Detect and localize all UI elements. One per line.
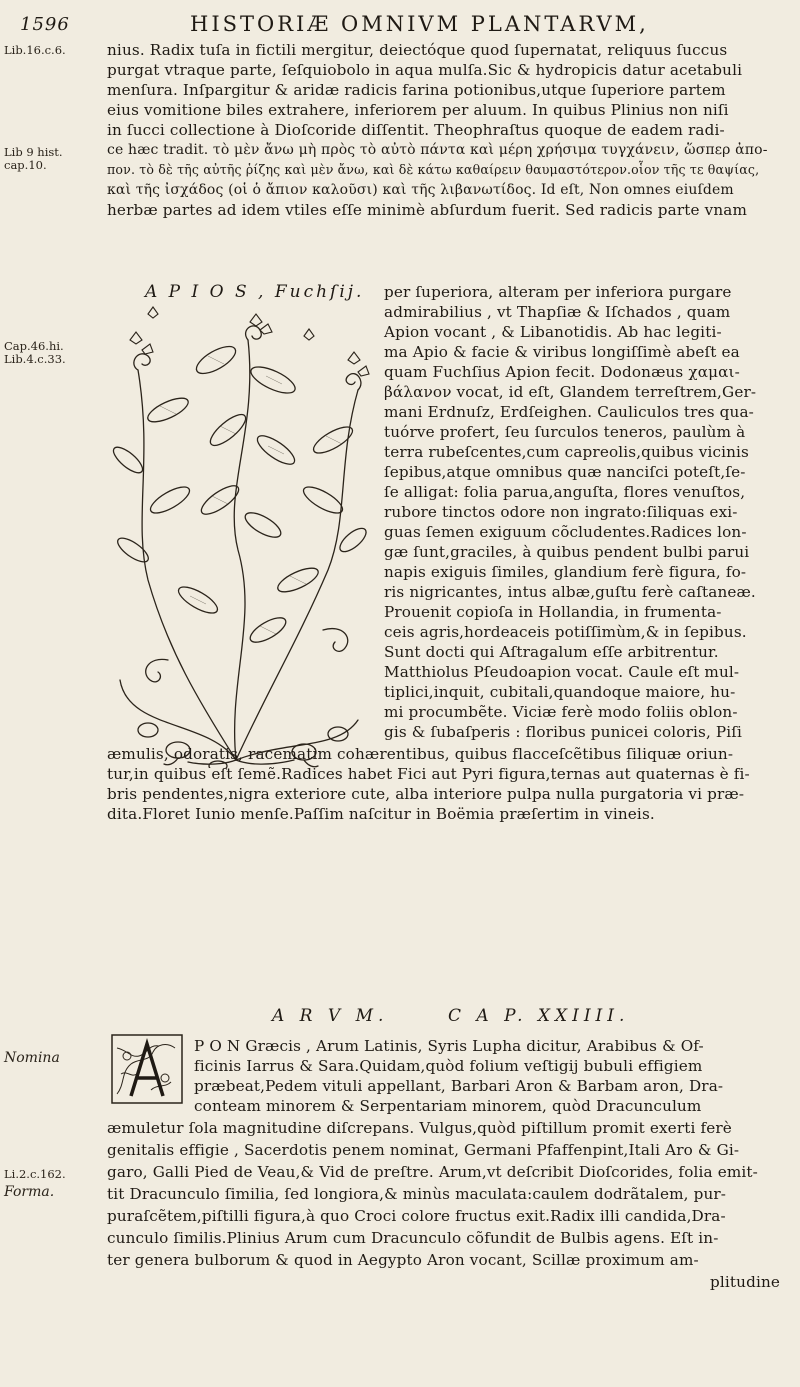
text-line: plitudine	[710, 1273, 781, 1291]
text-line: P O N Græcis , Arum Latinis, Syris Lupha dicitur, Arabibus & Of-	[194, 1037, 704, 1055]
margin-note: Forma.	[4, 1184, 55, 1200]
text-line: guas ſemen exiguum cõcludentes.Radices lon-	[384, 523, 747, 541]
text-line: per ſuperiora, alteram per inferiora purgare	[384, 283, 732, 301]
text-line: nius. Radix tuſa in fictili mergitur, deiectóque quod ſupernatat, reliquus ſuccus	[107, 41, 728, 59]
text-line: βάλανον vocat, id eſt, Glandem terreſtrem,Ger-	[384, 383, 757, 401]
text-line: Apion vocant , & Libanotidis. Ab hac legiti-	[384, 323, 722, 341]
text-line: ſe alligat: folia parua,anguſta, flores venuſtos,	[384, 483, 746, 501]
chapter-number: C A P. XXIIII.	[448, 1006, 630, 1026]
text-line: mi procumbẽte. Viciæ ferè modo foliis oblon-	[384, 703, 738, 721]
text-line: genitalis effigie , Sacerdotis penem nominat, Germani Pfaffenpint,Itali Aro & Gi-	[107, 1141, 740, 1159]
text-line: ter genera bulborum & quod in Aegypto Aron vocant, Scillæ proximum am-	[107, 1251, 699, 1269]
text-line: Sunt docti qui Aſtragalum eſſe arbitrentur.	[384, 643, 719, 661]
text-line: menſura. Inſpargitur & aridæ radicis farina potionibus,utque ſuperiore partem	[107, 81, 726, 99]
text-line: gæ ſunt,graciles, à quibus pendent bulbi parui	[384, 543, 750, 561]
text-line: Prouenit copioſa in Hollandia, in frumenta-	[384, 603, 722, 621]
text-line: tit Dracunculo ſimilia, ſed longiora,& minùs maculata:caulem dodrãtalem, pur-	[107, 1185, 727, 1203]
text-line: purgat vtraque parte, ſeſquiobolo in aqua mulſa.Sic & hydropicis datur acetabuli	[107, 61, 743, 79]
section-title: A R V M.	[272, 1006, 389, 1026]
figure-caption: A P I O S , Fuchſij.	[145, 282, 365, 302]
text-line: ceis agris,hordeaceis potiſſimùm,& in ſepibus.	[384, 623, 747, 641]
text-line: conteam minorem & Serpentariam minorem, quòd Dracunculum	[194, 1097, 702, 1115]
text-line: ma Apio & facie & viribus longiſſimè abeſt ea	[384, 343, 740, 361]
text-line: eius vomitione biles extrahere, inferiorem per aluum. In quibus Plinius non niſi	[107, 101, 729, 119]
text-line: dita.Floret Iunio menſe.Paſſim naſcitur in Boëmia præſertim in vineis.	[107, 805, 655, 823]
margin-note: Nomina	[4, 1050, 60, 1066]
text-line: tur,in quibus eſt ſemẽ.Radices habet Fici aut Pyri figura,ternas aut quaternas è fi-	[107, 765, 750, 783]
page-number: 1596	[20, 14, 70, 35]
text-line: ſepibus,atque omnibus quæ nanciſci poteſt,ſe-	[384, 463, 746, 481]
text-line: terra rubeſcentes,cum capreolis,quibus vicinis	[384, 443, 749, 461]
text-line: rubore tinctos odore non ingrato:ſiliquas exi-	[384, 503, 738, 521]
text-line: tiplici,inquit, cubitali,quandoque maiore, hu-	[384, 683, 736, 701]
text-line: πον. τὸ δὲ τῆς αὐτῆς ῥίζης καὶ μὲν ἄνω, καὶ δὲ κάτω καθαίρειν θαυμαστότερον.οἷον τῆς τε θαψίας,	[107, 162, 760, 177]
text-line: herbæ partes ad idem vtiles eſſe minimè abſurdum fuerit. Sed radicis parte vnam	[107, 201, 748, 219]
text-line: mani Erdnuſz, Erdſeighen. Cauliculos tres qua-	[384, 403, 754, 421]
text-line: ficinis Iarrus & Sara.Quidam,quòd folium veſtigij bubuli effigiem	[194, 1057, 703, 1075]
apios-plant-illustration	[108, 300, 370, 768]
text-line: præbeat,Pedem vituli appellant, Barbari Aron & Barbam aron, Dra-	[194, 1077, 724, 1095]
text-line: æmulis, odoratis, racematim cohærentibus, quibus flacceſcẽtibus ſiliquæ oriun-	[107, 745, 734, 763]
text-line: bris pendentes,nigra exteriore cute, alba interiore pulpa nulla purgatoria vi præ-	[107, 785, 745, 803]
margin-note: Lib 9 hist. cap.10.	[4, 145, 63, 172]
text-line: καὶ τῆς ἰσχάδος (οἱ ὁ ἄπιον καλοῦσι) καὶ τῆς λιβανωτίδος. Id eſt, Non omnes eiuſdem	[107, 182, 734, 198]
text-line: Matthiolus Pſeudoapion vocat. Caule eſt mul-	[384, 663, 740, 681]
page-header	[20, 6, 790, 36]
running-head: HISTORIÆ OMNIVM PLANTARVM,	[190, 12, 649, 36]
text-line: quam Fuchſius Apion fecit. Dodonæus χαμαι-	[384, 363, 740, 381]
margin-note: Lib.16.c.6.	[4, 43, 66, 57]
decorated-initial-a	[111, 1034, 183, 1104]
text-line: æmuletur ſola magnitudine diſcrepans. Vulgus,quòd piſtillum promit exerti ferè	[107, 1119, 732, 1137]
text-line: garo, Galli Pied de Veau,& Vid de preſtre. Arum,vt deſcribit Dioſcorides, folia emit-	[107, 1163, 758, 1181]
text-line: ce hæc tradit. τὸ μὲν ἄνω μὴ πρὸς τὸ αὐτὸ πάντα καὶ μέρη χρήσιμα τυγχάνειν, ὥσπερ ἀπο-	[107, 142, 768, 158]
text-line: cunculo ſimilis.Plinius Arum cum Dracunculo cõfundit de Bulbis agens. Eſt in-	[107, 1229, 719, 1247]
text-line: puraſcẽtem,piſtilli figura,à quo Croci colore fructus exit.Radix illi candida,Dra-	[107, 1207, 726, 1225]
text-line: napis exiguis ſimiles, glandium ferè figura, fo-	[384, 563, 747, 581]
margin-note: Li.2.c.162.	[4, 1167, 66, 1181]
text-line: tuórve profert, ſeu ſurculos teneros, paulùm à	[384, 423, 746, 441]
text-line: in ſucci collectione à Dioſcoride diſſentit. Theophraſtus quoque de eadem radi-	[107, 121, 725, 139]
text-line: gis & ſubaſperis : floribus punicei coloris, Piſi	[384, 723, 743, 741]
margin-note: Cap.46.hi. Lib.4.c.33.	[4, 339, 66, 366]
text-line: ris nigricantes, intus albæ,guſtu ferè caſtaneæ.	[384, 583, 756, 601]
text-line: admirabilius , vt Thapſiæ & Iſchados , quam	[384, 303, 731, 321]
